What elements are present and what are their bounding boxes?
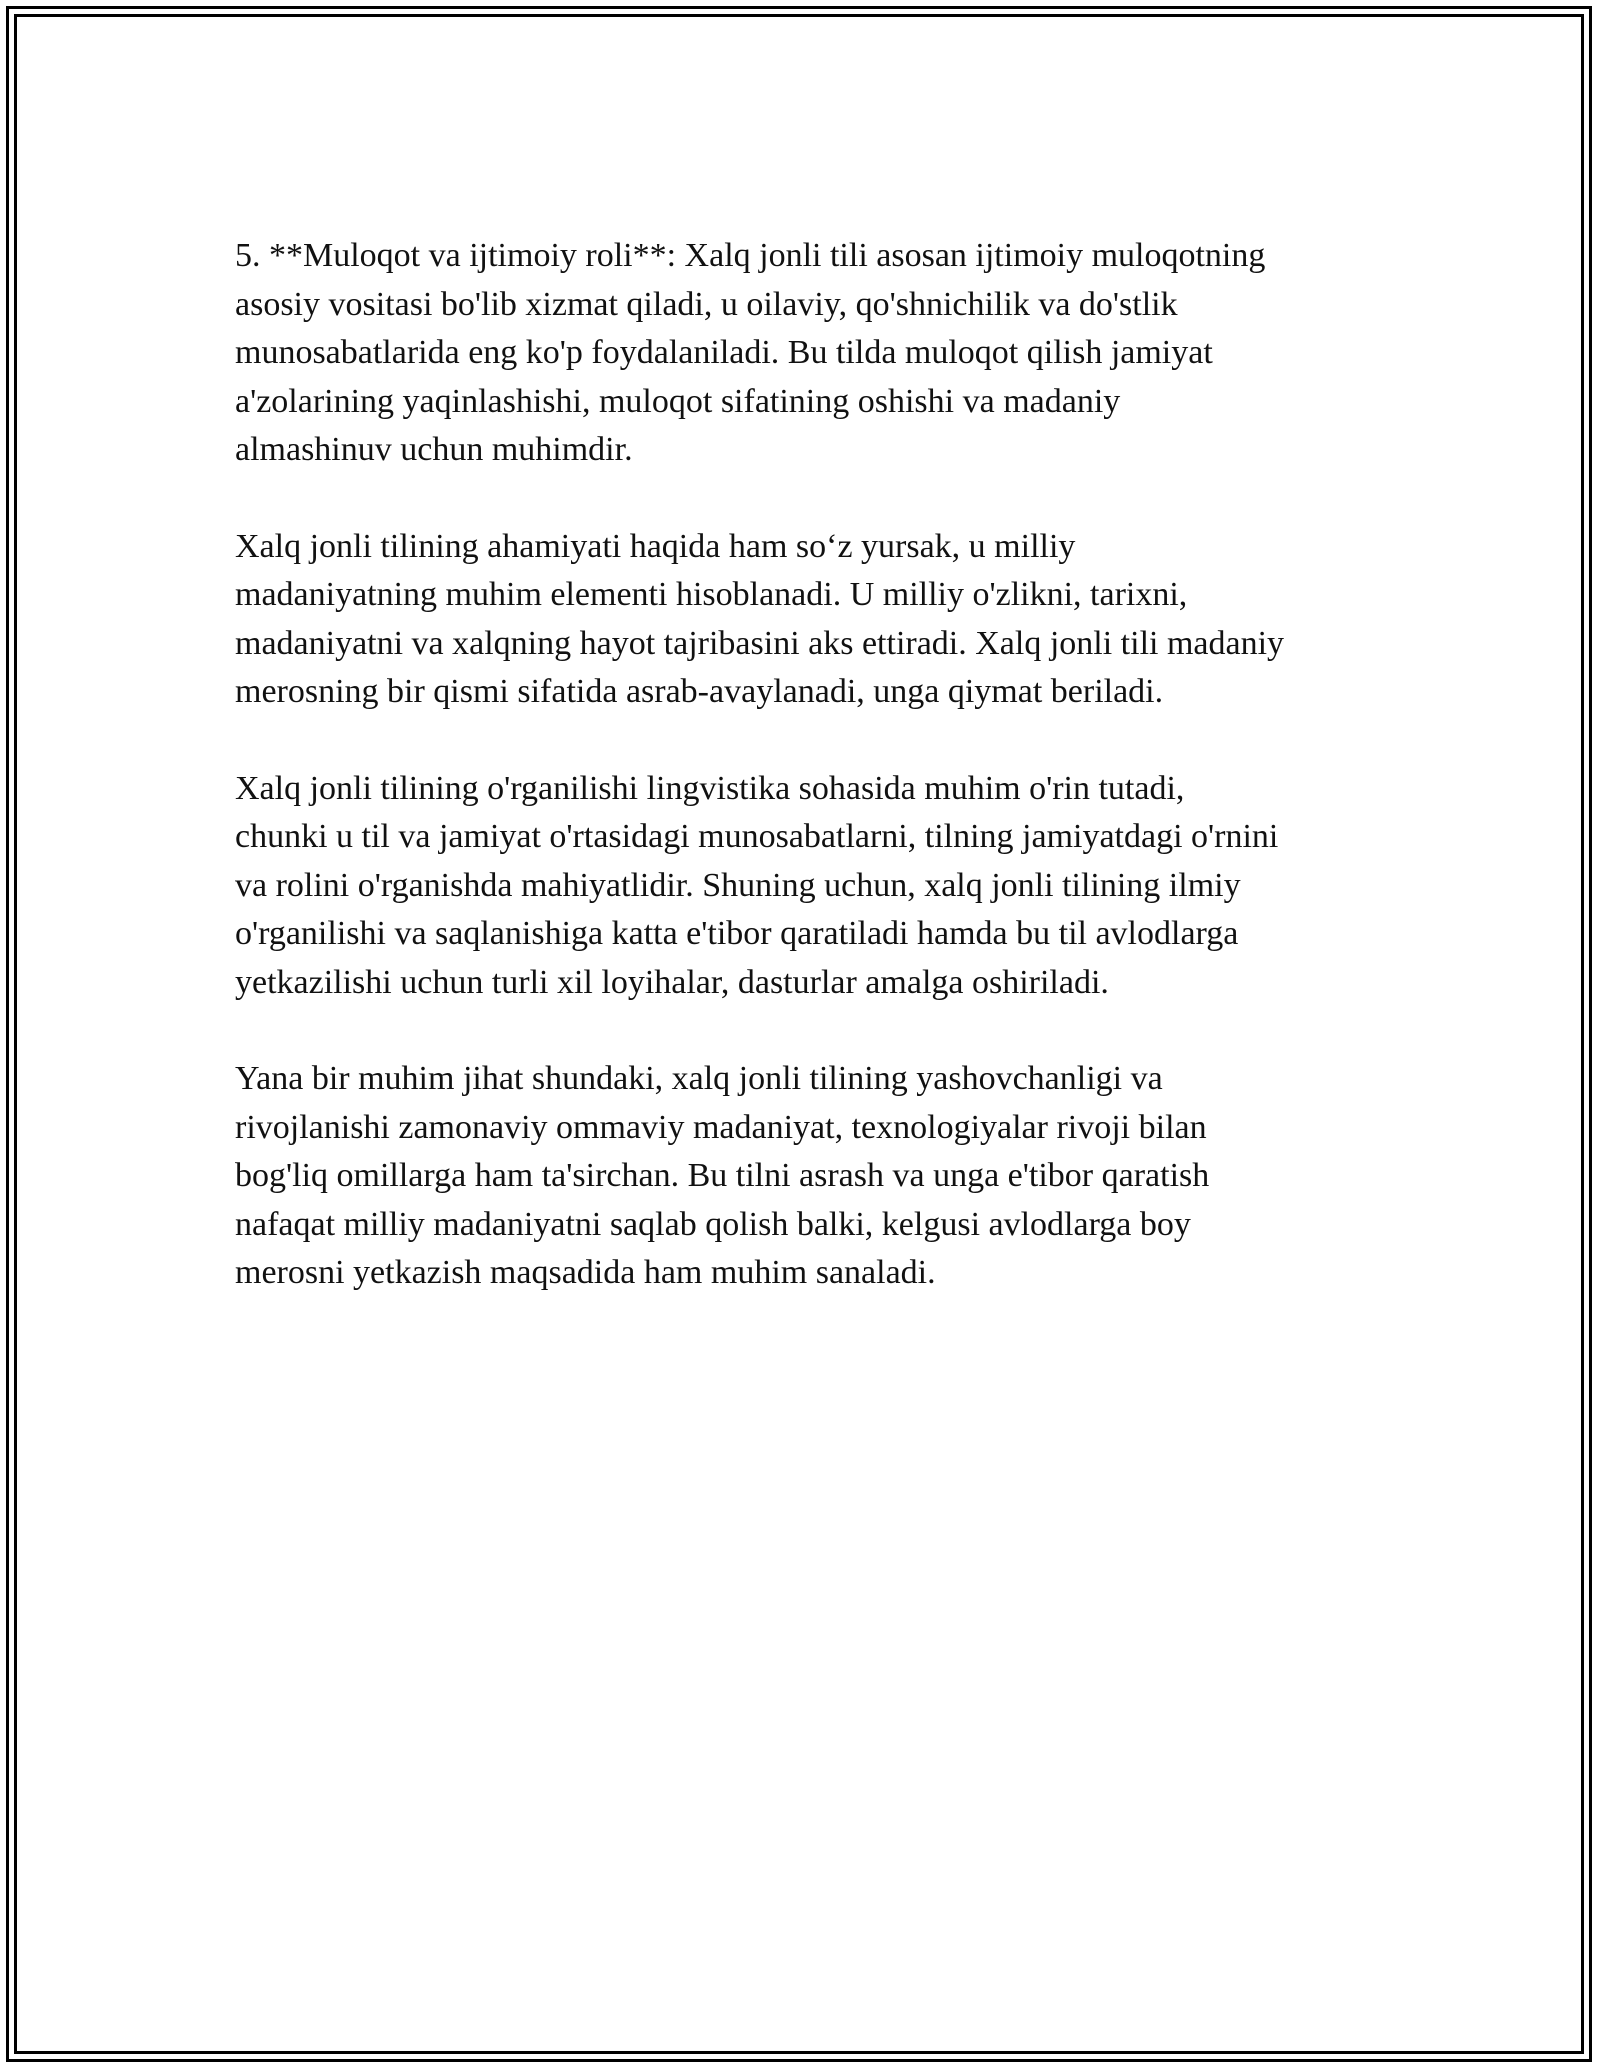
paragraph-social-role: 5. **Muloqot va ijtimoiy roli**: Xalq jonli tili asosan ijtimoiy muloqotning asosiy vositasi bo'lib xizmat qiladi, u oilaviy, qo'shnichilik va do'stlik munosabatlarida eng ko'p foydalaniladi. Bu tilda muloqot qilish jamiyat a'zolarining yaqinlashishi, muloqot sifatining oshishi va madaniy almashinuv uchun muhimdir.: [235, 237, 1266, 468]
paragraph-study: Xalq jonli tilining o'rganilishi lingvistika sohasida muhim o'rin tutadi, chunki u til va jamiyat o'rtasidagi munosabatlarni, tilning jamiyatdagi o'rnini va rolini o'rganishda mahiyatlidir. Shuning uchun, xalq jonli tilining ilmiy o'rganilishi va saqlanishiga katta e'tibor qaratiladi hamda bu til avlodlarga yetkazilishi uchun turli xil loyihalar, dasturlar amalga oshiriladi.: [235, 769, 1279, 1001]
paragraph-vitality: Yana bir muhim jihat shundaki, xalq jonli tilining yashovchanligi va rivojlanishi zamonaviy ommaviy madaniyat, texnologiyalar rivoji bilan bog'liq omillarga ham ta'sirchan. Bu tilni asrash va unga e'tibor qaratish nafaqat milliy madaniyatni saqlab qolish balki, kelgusi avlodlarga boy merosni yetkazish maqsadida ham muhim sanaladi.: [235, 1060, 1210, 1291]
document-body: [235, 232, 1385, 1346]
paragraph-importance: Xalq jonli tilining ahamiyati haqida ham so‘z yursak, u milliy madaniyatning muhim elementi hisoblanadi. U milliy o'zlikni, tarixni, madaniyatni va xalqning hayot tajribasini aks ettiradi. Xalq jonli tili madaniy merosning bir qismi sifatida asrab-avaylanadi, unga qiymat beriladi.: [235, 527, 1285, 710]
